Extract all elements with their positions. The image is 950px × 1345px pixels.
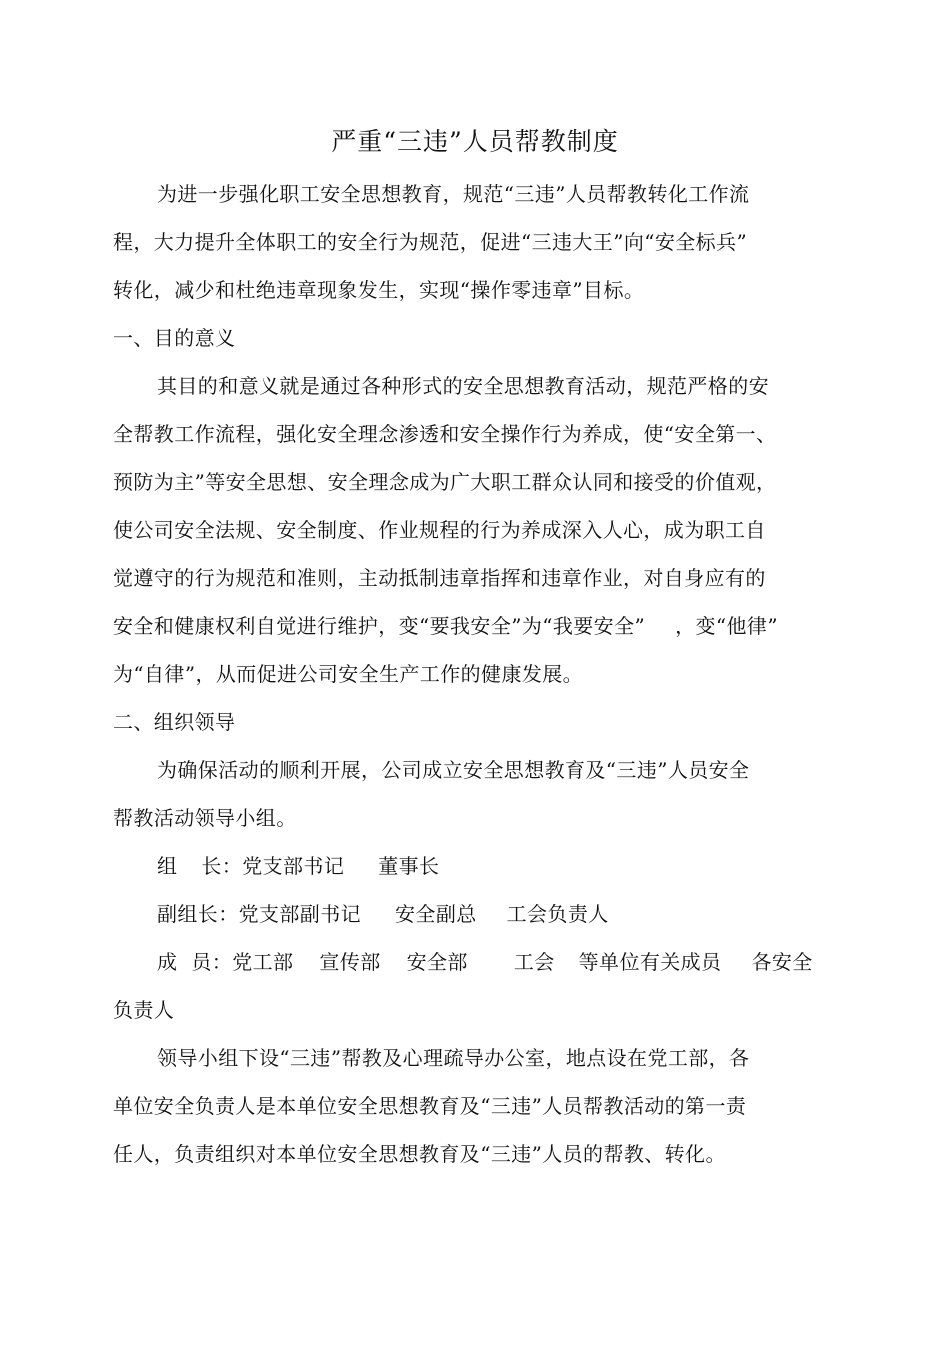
leader-label-b: 长： [201, 854, 243, 878]
deputy-item: 安全副总 [395, 902, 477, 926]
members-item: 安全部 [406, 950, 468, 974]
members-item: 等单位有关成员 [578, 950, 722, 974]
section2-line-2: 帮教活动领导小组。 [113, 806, 297, 830]
members-item: 宣传部 [319, 950, 381, 974]
section2-line-1: 为确保活动的顺利开展，公司成立安全思想教育及“三违”人员安全 [157, 758, 750, 782]
section1-line-3: 预防为主”等安全思想、安全理念成为广大职工群众认同和接受的价值观， [113, 470, 777, 494]
intro-line-2: 程，大力提升全体职工的安全行为规范，促进“三违大王”向“安全标兵” [113, 230, 748, 254]
section1-line-6 [113, 612, 778, 640]
members-row [157, 948, 813, 976]
section-heading-2: 二、组织领导 [113, 710, 236, 734]
section1-line-6-part-b: ，变“他律” [675, 614, 778, 638]
section1-line-6-part-a: 安全和健康权利自觉进行维护，变“要我安全”为“我要安全” [113, 614, 646, 638]
section-heading-1: 一、目的意义 [113, 326, 236, 350]
leader-row [157, 852, 439, 880]
deputy-label: 副组长： [157, 902, 239, 926]
document-title: 严重“三违”人员帮教制度 [331, 127, 619, 156]
section1-line-5: 觉遵守的行为规范和准则，主动抵制违章指挥和违章作业，对自身应有的 [113, 566, 766, 590]
intro-line-3: 转化，减少和杜绝违章现象发生，实现“操作零违章”目标。 [113, 278, 645, 302]
members-label-b: 员： [191, 950, 233, 974]
section2-p2-line-1: 领导小组下设“三违”帮教及心理疏导办公室，地点设在党工部，各 [157, 1046, 750, 1070]
leader-item: 董事长 [378, 854, 440, 878]
section2-p2-line-3: 任人，负责组织对本单位安全思想教育及“三违”人员的帮教、转化。 [113, 1142, 726, 1166]
section2-p2-line-2: 单位安全负责人是本单位安全思想教育及“三违”人员帮教活动的第一责 [113, 1094, 747, 1118]
members-item: 各安全 [751, 950, 813, 974]
section1-line-4: 使公司安全法规、安全制度、作业规程的行为养成深入人心，成为职工自 [113, 518, 766, 542]
deputy-item: 党支部副书记 [238, 902, 362, 926]
leader-item: 党支部书记 [242, 854, 345, 878]
section1-line-1: 其目的和意义就是通过各种形式的安全思想教育活动，规范严格的安 [157, 374, 769, 398]
intro-line-1: 为进一步强化职工安全思想教育，规范“三违”人员帮教转化工作流 [157, 182, 750, 206]
members-item: 工会 [513, 950, 555, 974]
members-item: 党工部 [232, 950, 294, 974]
members-label-a: 成 [157, 950, 178, 974]
leader-label-a: 组 [157, 854, 178, 878]
section1-line-2: 全帮教工作流程，强化安全理念渗透和安全操作行为养成，使“安全第一、 [113, 422, 777, 446]
deputy-item: 工会负责人 [506, 902, 609, 926]
deputy-row [157, 900, 609, 928]
section1-line-7: 为“自律”，从而促进公司安全生产工作的健康发展。 [113, 662, 584, 686]
members-continuation: 负责人 [113, 998, 175, 1022]
